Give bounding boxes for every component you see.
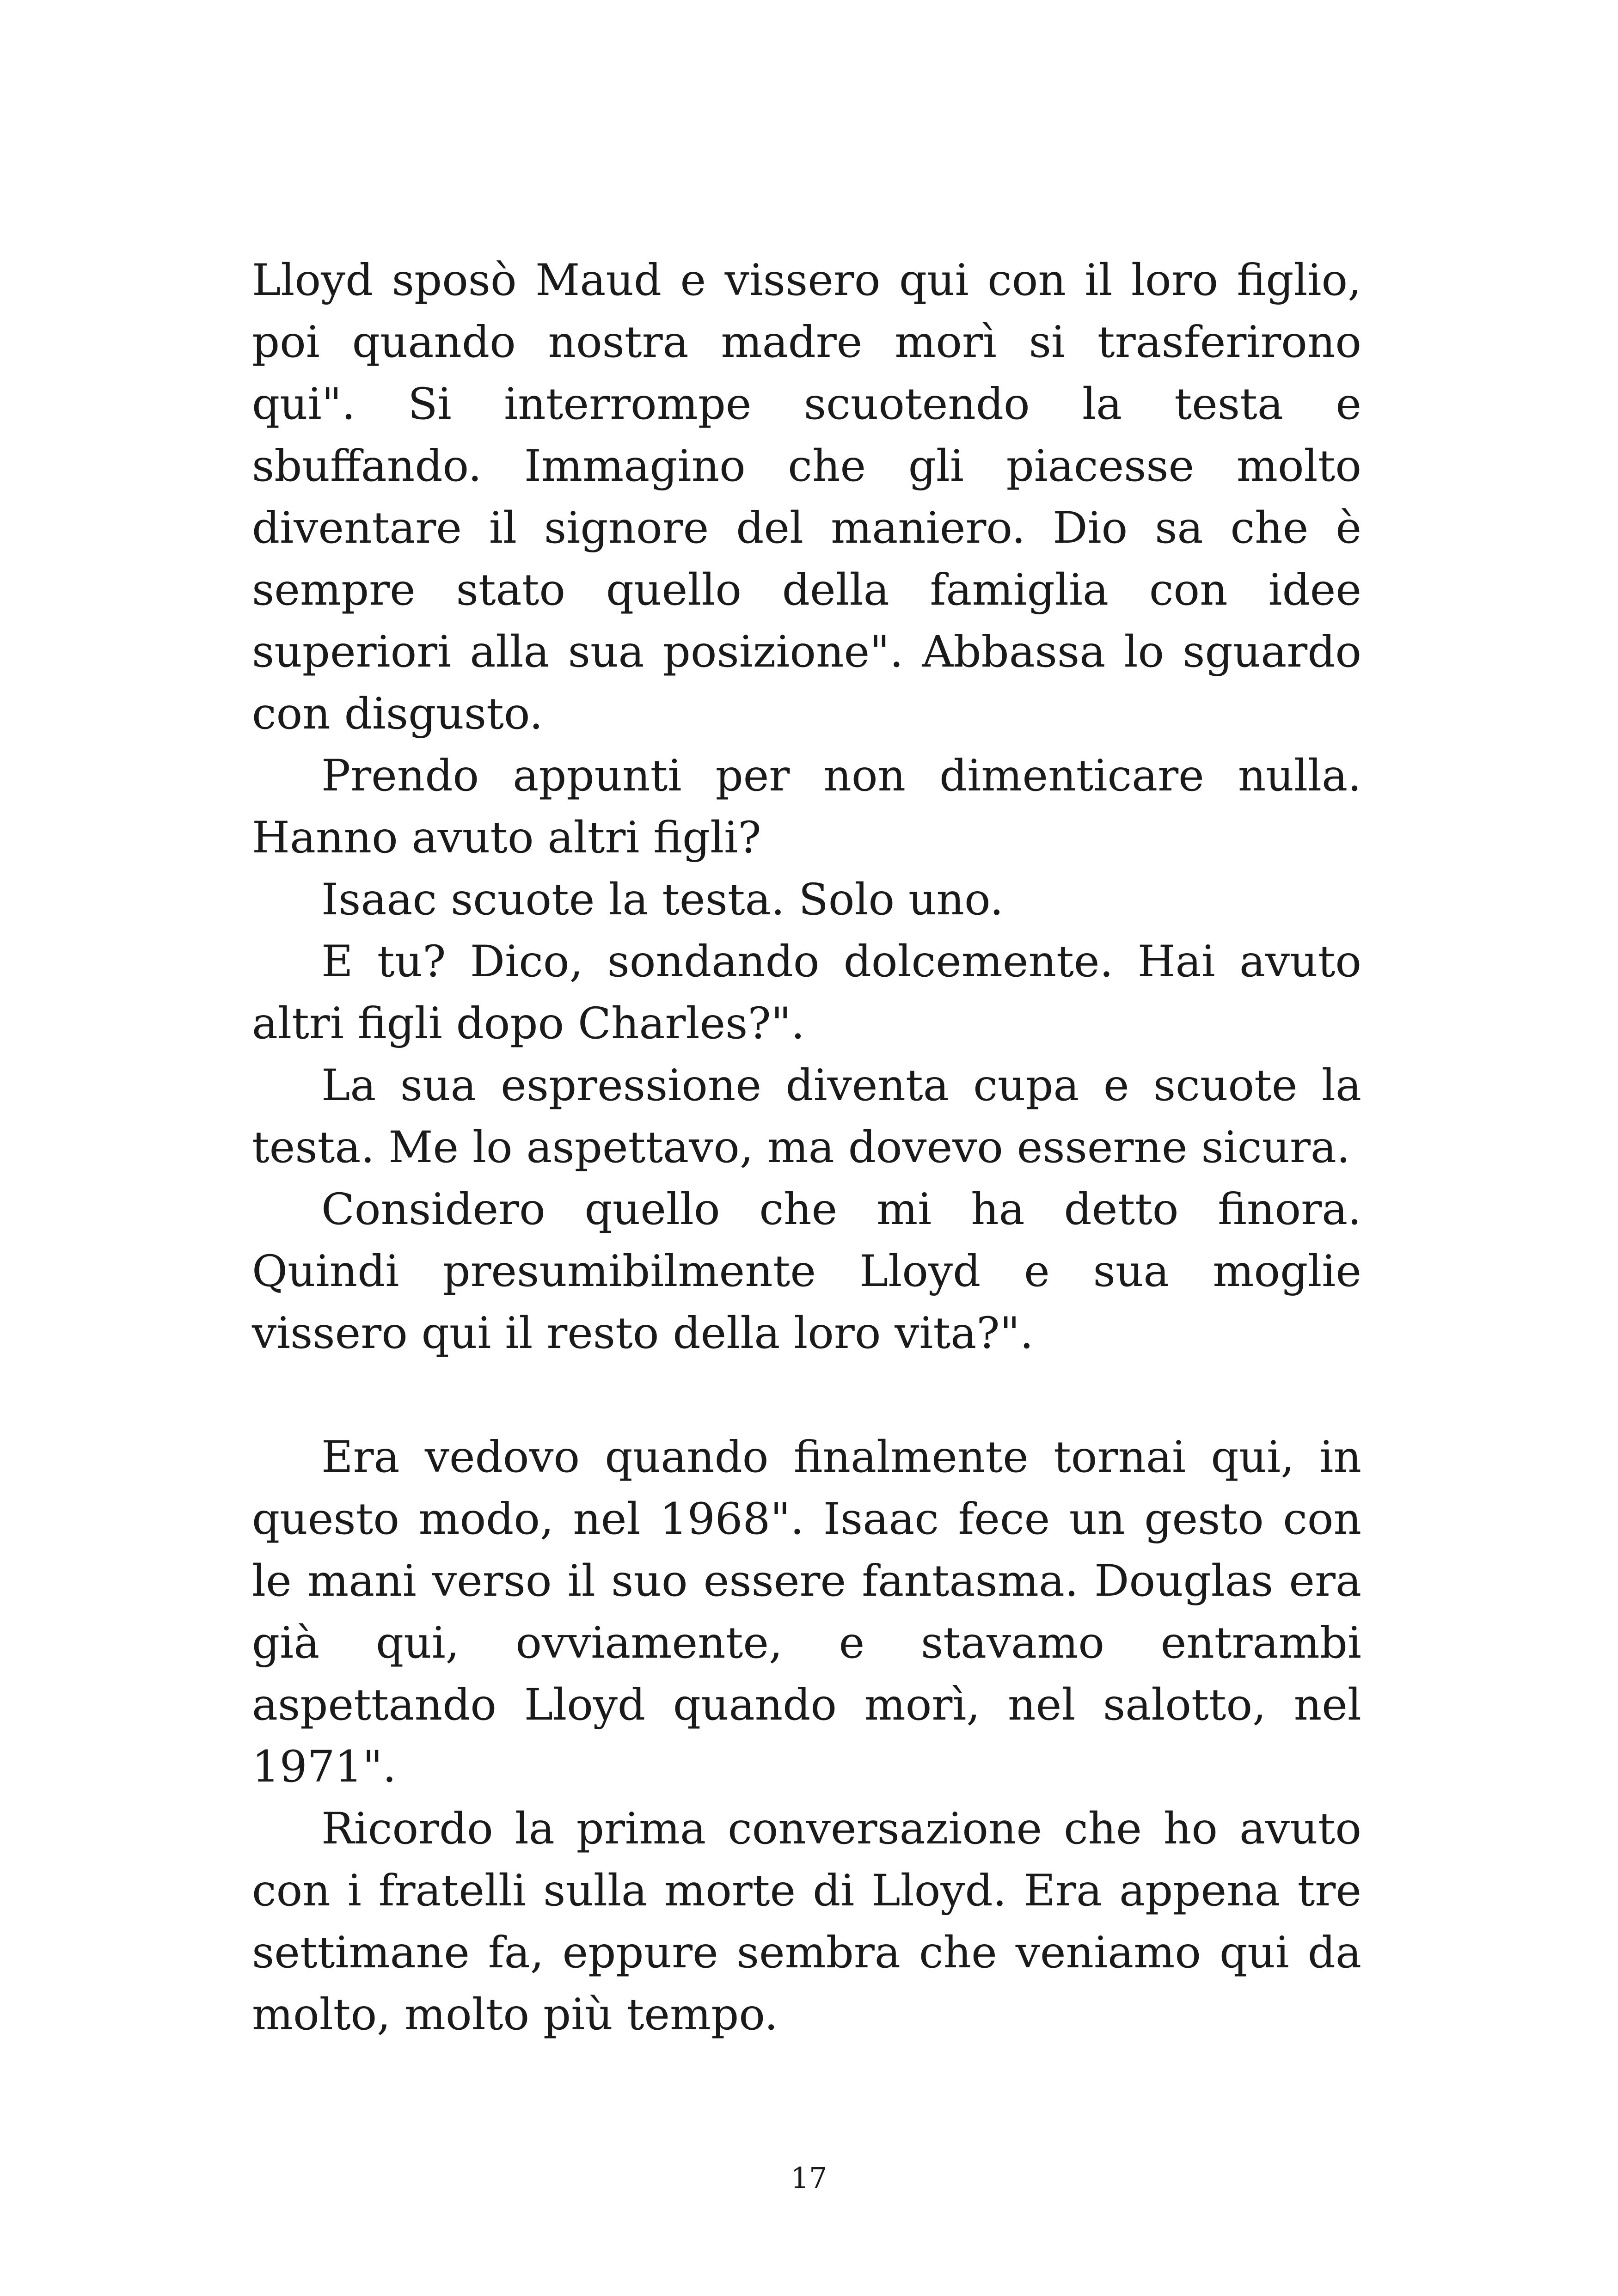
paragraph-1: Lloyd sposò Maud e vissero qui con il loro figlio, poi quando nostra madre morì si trasferirono qui". Si interrompe scuotendo la testa e sbuffando. Immagino che gli piacesse molto diventare il signore del maniero. Dio sa che è sempre stato quello della famiglia con idee superiori alla sua posizione". Abbassa lo sguardo con disgusto. [252,255,1361,739]
paragraph-4: E tu? Dico, sondando dolcemente. Hai avuto altri figli dopo Charles?". [252,937,1361,1049]
paragraph-5: La sua espressione diventa cupa e scuote la testa. Me lo aspettavo, ma dovevo esserne sicura. [252,1060,1361,1173]
body-text [252,250,1361,2046]
page-number: 17 [791,2161,827,2195]
section-gap [252,1365,1361,1427]
paragraph-2: Prendo appunti per non dimenticare nulla. Hanno avuto altri figli? [252,751,1361,863]
paragraph-7: Era vedovo quando finalmente tornai qui, in questo modo, nel 1968". Isaac fece un gesto con le mani verso il suo essere fantasma. Douglas era già qui, ovviamente, e stavamo entrambi aspettando Lloyd quando morì, nel salotto, nel 1971". [252,1432,1361,1792]
paragraph-8: Ricordo la prima conversazione che ho avuto con i fratelli sulla morte di Lloyd. Era appena tre settimane fa, eppure sembra che veniamo qui da molto, molto più tempo. [252,1804,1361,2040]
paragraph-6: Considero quello che mi ha detto finora. Quindi presumibilmente Lloyd e sua moglie vissero qui il resto della loro vita?". [252,1184,1361,1359]
paragraph-3: Isaac scuote la testa. Solo uno. [321,875,1004,925]
